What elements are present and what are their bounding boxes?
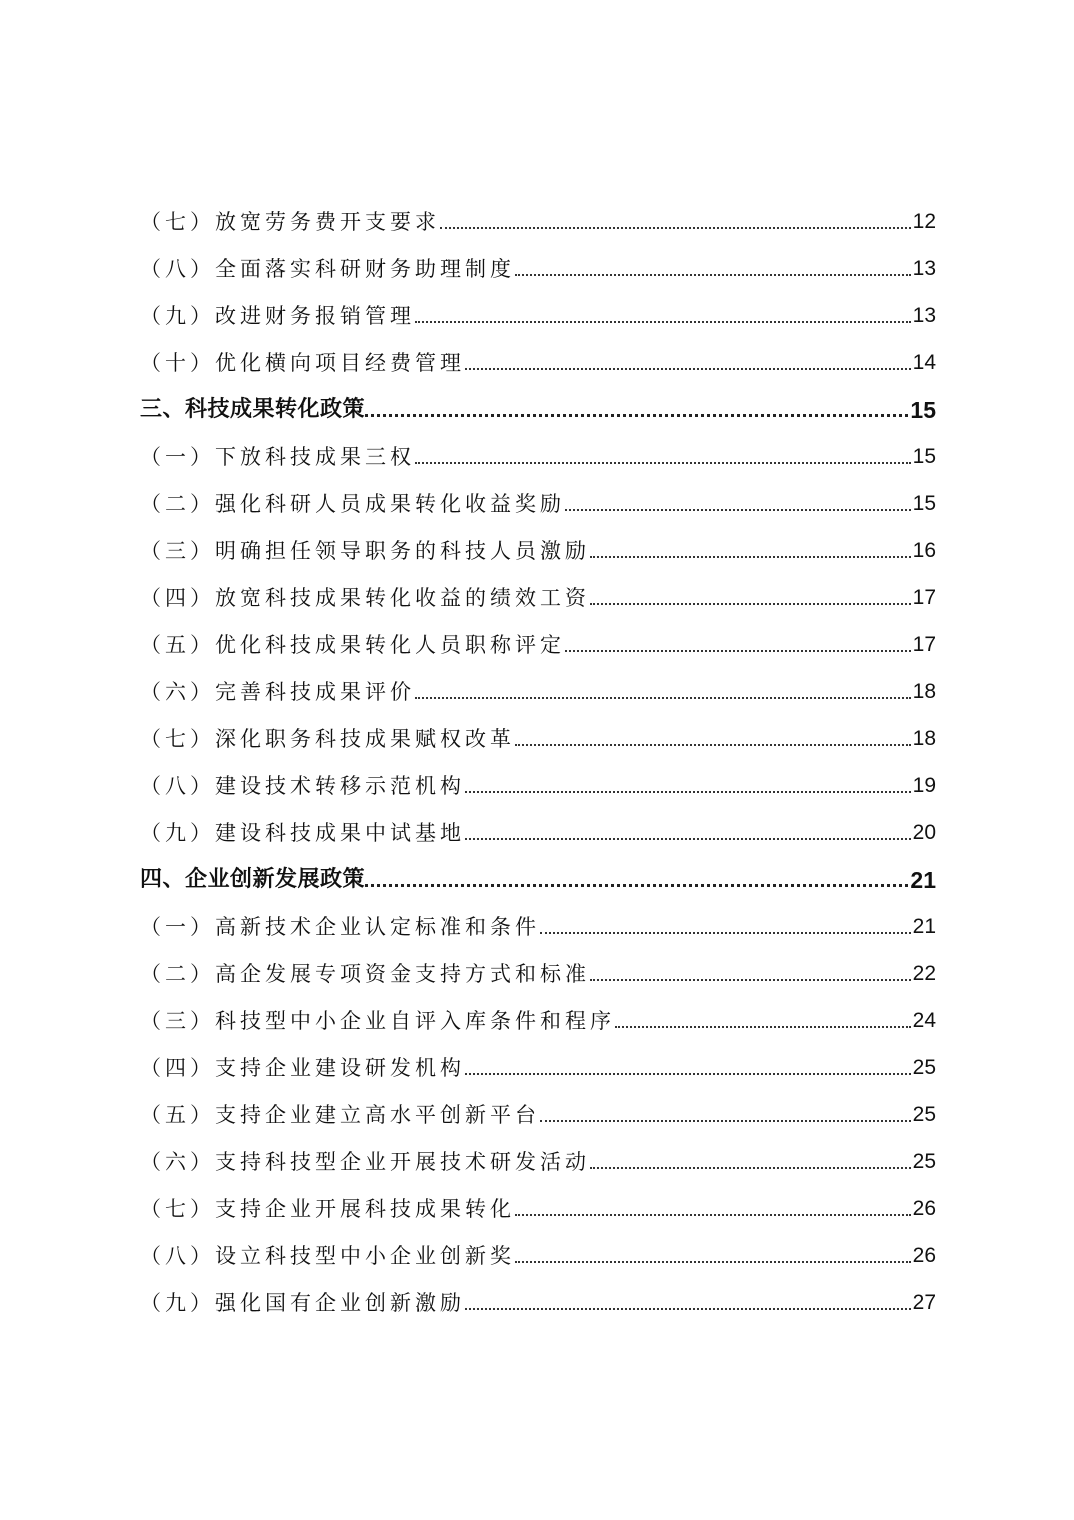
toc-entry[interactable]	[140, 1230, 936, 1277]
toc-entry-page-number: 17	[912, 586, 936, 609]
toc-entry-title: （四）放宽科技成果转化收益的绩效工资	[140, 586, 590, 610]
dot-leader	[590, 556, 911, 558]
toc-entry-page-number: 15	[910, 397, 936, 423]
toc-entry-page-number: 20	[912, 821, 936, 844]
toc-entry-page-number: 19	[912, 774, 936, 797]
toc-entry-page-number: 18	[912, 727, 936, 750]
toc-entry-title: （九）建设科技成果中试基地	[140, 821, 465, 845]
toc-entry-title: （五）优化科技成果转化人员职称评定	[140, 633, 565, 657]
toc-entry-page-number: 15	[912, 492, 936, 515]
toc-entry-page-number: 16	[912, 539, 936, 562]
toc-entry[interactable]	[140, 337, 936, 384]
toc-entry-title: （六）完善科技成果评价	[140, 680, 415, 704]
dot-leader	[465, 791, 911, 793]
toc-entry-title: （一）下放科技成果三权	[140, 445, 415, 469]
dot-leader	[590, 1167, 911, 1169]
dot-leader	[415, 462, 911, 464]
toc-entry[interactable]	[140, 713, 936, 760]
dot-leader	[365, 414, 908, 417]
toc-section-heading[interactable]	[140, 854, 936, 901]
dot-leader	[515, 1261, 911, 1263]
toc-entry-title: （八）全面落实科研财务助理制度	[140, 257, 515, 281]
dot-leader	[415, 697, 911, 699]
dot-leader	[565, 509, 911, 511]
dot-leader	[565, 650, 911, 652]
dot-leader	[590, 603, 911, 605]
toc-entry-title: （一）高新技术企业认定标准和条件	[140, 915, 540, 939]
toc-entry[interactable]	[140, 478, 936, 525]
dot-leader	[465, 1073, 911, 1075]
toc-entry-title: （九）强化国有企业创新激励	[140, 1291, 465, 1315]
toc-entry[interactable]	[140, 1042, 936, 1089]
toc-entry-page-number: 21	[912, 915, 936, 938]
toc-entry-title: （八）建设技术转移示范机构	[140, 774, 465, 798]
toc-entry-page-number: 24	[912, 1009, 936, 1032]
toc-entry-title: 三、科技成果转化政策	[140, 397, 366, 422]
toc-entry-page-number: 13	[912, 257, 936, 280]
toc-entry-title: （六）支持科技型企业开展技术研发活动	[140, 1150, 590, 1174]
dot-leader	[365, 884, 908, 887]
toc-entry-title: （七）支持企业开展科技成果转化	[140, 1197, 515, 1221]
toc-entry-page-number: 18	[912, 680, 936, 703]
toc-entry[interactable]	[140, 525, 936, 572]
dot-leader	[415, 321, 911, 323]
toc-entry-page-number: 12	[912, 210, 936, 233]
dot-leader	[440, 227, 911, 229]
toc-entry-page-number: 25	[912, 1103, 936, 1126]
toc-entry-page-number: 26	[912, 1197, 936, 1220]
toc-entry-page-number: 17	[912, 633, 936, 656]
toc-entry-page-number: 13	[912, 304, 936, 327]
toc-entry[interactable]	[140, 666, 936, 713]
toc-entry-page-number: 21	[910, 867, 936, 893]
table-of-contents	[140, 196, 936, 1324]
dot-leader	[465, 368, 911, 370]
toc-entry-title: （二）高企发展专项资金支持方式和标准	[140, 962, 590, 986]
dot-leader	[515, 744, 911, 746]
toc-entry[interactable]	[140, 290, 936, 337]
toc-entry[interactable]	[140, 243, 936, 290]
toc-entry[interactable]	[140, 948, 936, 995]
toc-entry[interactable]	[140, 995, 936, 1042]
dot-leader	[540, 932, 911, 934]
toc-entry-title: （七）放宽劳务费开支要求	[140, 210, 440, 234]
dot-leader	[515, 1214, 911, 1216]
toc-entry-title: （三）明确担任领导职务的科技人员激励	[140, 539, 590, 563]
toc-entry-title: （九）改进财务报销管理	[140, 304, 415, 328]
dot-leader	[515, 274, 911, 276]
toc-entry-page-number: 25	[912, 1150, 936, 1173]
toc-entry-page-number: 25	[912, 1056, 936, 1079]
toc-entry[interactable]	[140, 901, 936, 948]
toc-entry-title: （七）深化职务科技成果赋权改革	[140, 727, 515, 751]
dot-leader	[465, 838, 911, 840]
dot-leader	[615, 1026, 911, 1028]
toc-entry-title: 四、企业创新发展政策	[140, 867, 366, 892]
toc-entry[interactable]	[140, 807, 936, 854]
toc-entry[interactable]	[140, 619, 936, 666]
toc-entry[interactable]	[140, 760, 936, 807]
toc-entry[interactable]	[140, 1136, 936, 1183]
toc-entry[interactable]	[140, 1183, 936, 1230]
dot-leader	[540, 1120, 911, 1122]
toc-entry-title: （五）支持企业建立高水平创新平台	[140, 1103, 540, 1127]
toc-entry-page-number: 27	[912, 1291, 936, 1314]
toc-entry-title: （二）强化科研人员成果转化收益奖励	[140, 492, 565, 516]
toc-entry-title: （四）支持企业建设研发机构	[140, 1056, 465, 1080]
toc-entry[interactable]	[140, 1089, 936, 1136]
toc-entry-title: （八）设立科技型中小企业创新奖	[140, 1244, 515, 1268]
toc-entry-page-number: 22	[912, 962, 936, 985]
toc-entry-page-number: 14	[912, 351, 936, 374]
toc-entry[interactable]	[140, 1277, 936, 1324]
toc-entry-title: （三）科技型中小企业自评入库条件和程序	[140, 1009, 615, 1033]
dot-leader	[465, 1308, 911, 1310]
toc-entry[interactable]	[140, 196, 936, 243]
dot-leader	[590, 979, 911, 981]
toc-entry-title: （十）优化横向项目经费管理	[140, 351, 465, 375]
toc-entry[interactable]	[140, 572, 936, 619]
toc-section-heading[interactable]	[140, 384, 936, 431]
toc-entry[interactable]	[140, 431, 936, 478]
toc-entry-page-number: 15	[912, 445, 936, 468]
toc-entry-page-number: 26	[912, 1244, 936, 1267]
